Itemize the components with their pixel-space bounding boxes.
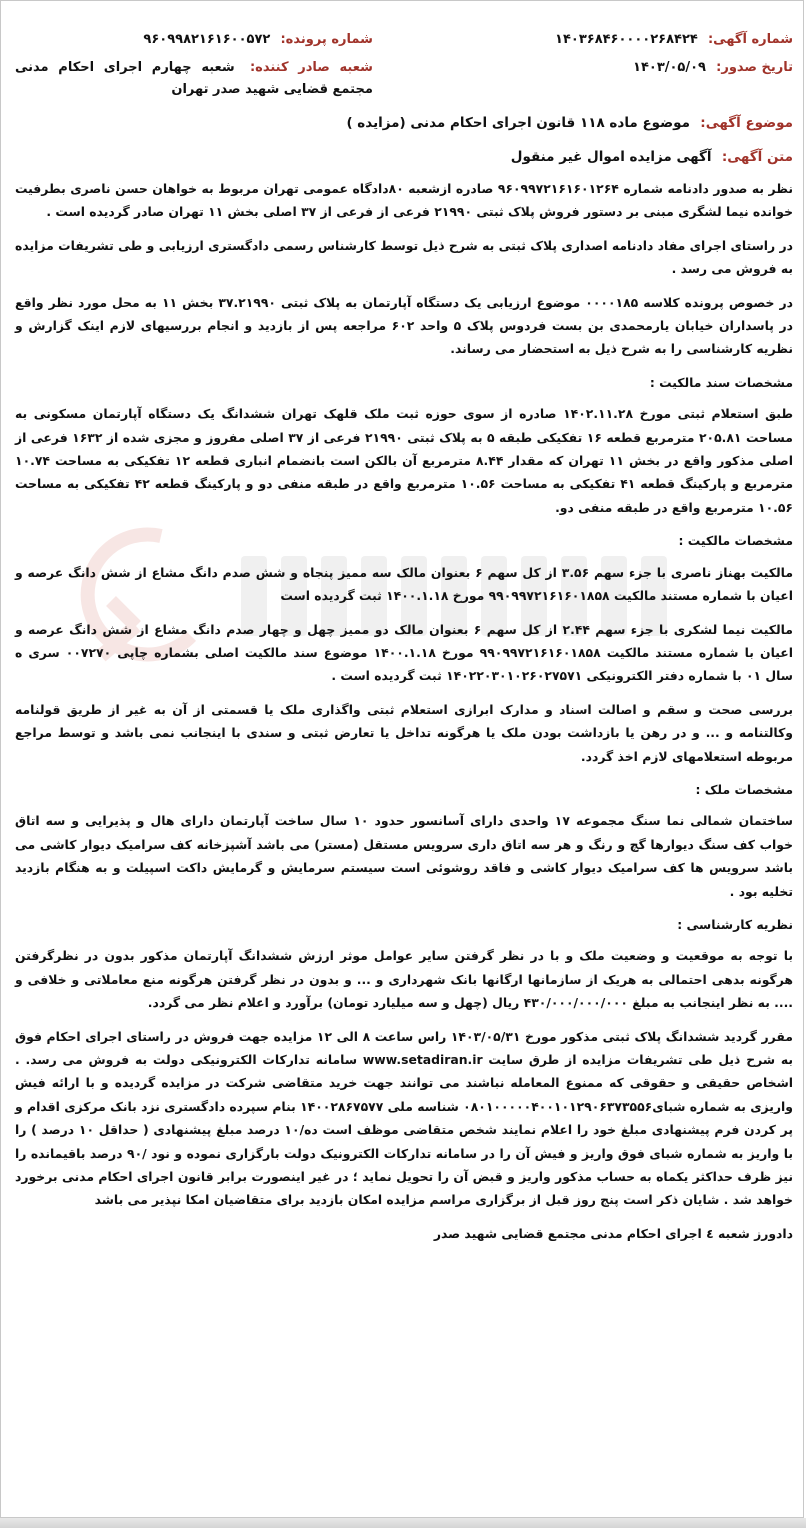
section-title-deed: مشخصات سند مالکیت : bbox=[649, 374, 793, 390]
ad-number-value: ۱۴۰۳۶۸۴۶۰۰۰۰۲۶۸۴۲۴ bbox=[555, 32, 698, 47]
paragraph-owner-2: مالکیت نیما لشکری با جزء سهم ۲.۴۴ از کل سهم ۶ بعنوان مالک دو ممیز چهل و چهار صدم دانگ مشاع از شش دانگ عرصه و اعیان با شماره مستند مالکیت ۹۹۰۹۹۷۲۱۶۱۶۰۱۸۵۸ مورخ ۱۴۰۰.۱.۱۸ موضوع سند مالکیت اصلی بشماره چاپی ۰۰۷۲۷۰ سری ه سال ۰۱ با شماره دفتر الکترونیکی ۱۴۰۲۲۰۳۰۱۰۲۶۰۲۷۵۷۱ ثبت گردیده است . bbox=[15, 621, 793, 684]
ad-text-heading bbox=[15, 145, 793, 169]
ad-number-label: شماره آگهی: bbox=[707, 32, 793, 47]
header-row-1 bbox=[15, 29, 793, 51]
paragraph-verification: بررسی صحت و سقم و اصالت اسناد و مدارک ابرازی استعلام ثبتی واگذاری ملک یا قسمتی از آن به غیر از طریق قولنامه وکالتنامه و ... و در رهن یا بازداشت بودن ملک یا هرگونه تداخل یا تعارض ثبتی و سندی با اینجانب نمی باشد و توسط مراجع مربوطه استعلامهای لازم اخذ گردد. bbox=[15, 701, 793, 764]
paragraph-deed-details: طبق استعلام ثبتی مورخ ۱۴۰۲.۱۱.۲۸ صادره از سوی حوزه ثبت ملک قلهک تهران ششدانگ یک دستگاه آپارتمان مسکونی به مساحت ۲۰۵.۸۱ مترمربع قطعه ۱۶ تفکیکی طبقه ۵ به پلاک ثبتی ۲۱۹۹۰ فرعی از ۳۷ اصلی مفروز و مجزی شده از ۱۶۳۲ فرعی از اصلی مذکور واقع در بخش ۱۱ تهران که مقدار ۸.۴۴ مترمربع آن بالکن است بانضمام انباری قطعه ۱۲ تفکیکی به مساحت ۱۰.۷۴ مترمربع و پارکینگ قطعه ۴۱ تفکیکی به مساحت ۱۰.۵۶ مترمربع واقع در طبقه منفی دو و پارکینگ قطعه ۴۲ تفکیکی به مساحت ۱۰.۵۶ مترمربع واقع در طبقه منفی دو. bbox=[15, 406, 794, 515]
section-expert-opinion: نظریه کارشناسی : bbox=[677, 916, 793, 932]
ad-text-title: آگهی مزایده اموال غیر منقول bbox=[510, 149, 712, 165]
ad-number bbox=[435, 29, 793, 51]
ad-body bbox=[15, 177, 793, 1245]
issuing-branch-value: شعبه چهارم اجرای احکام مدنی مجتمع قضایی شهید صدر تهران bbox=[15, 60, 373, 97]
section-property: مشخصات ملک : bbox=[695, 781, 793, 797]
issue-date-label: تاریخ صدور: bbox=[716, 60, 793, 75]
paragraph-auction-terms: مقرر گردید ششدانگ پلاک ثبتی مذکور مورخ ۱۴۰۳/۰۵/۳۱ راس ساعت ۸ الی ۱۲ مزایده جهت فروش در راستای اجرای احکام فوق به شرح ذیل طی تشریفات مزایده از طرق سایت www.setadiran.ir سامانه تدارکات الکترونیکی دولت به فروش می رسد. . اشخاص حقیقی و حقوقی که ممنوع المعامله نباشند می توانند جهت خرید متقاضی شرکت در مزایده گردیده و با ارائه فیش واریزی به شماره شبای۰۸۰۱۰۰۰۰۰۴۰۰۱۰۱۲۹۰۶۳۷۳۵۵۶ شناسه ملی ۱۴۰۰۲۸۶۷۵۷۷ بنام سپرده دادگستری نزد بانک مرکزی اقدام و پر کردن فرم پیشنهادی مبلغ خود را اعلام نمایند شخص متقاضی موظف است ده/۱۰ درصد مبلغ پیشنهادی ( حداقل ۱۰ درصد ) را با واریز به شماره شبای فوق واریز و فیش آن را در سامانه تدارکات الکترونیک دولت بارگزاری نموده و نود /۹۰ درصد باقیمانده را نیز ظرف حداکثر یکماه به حساب مذکور واریز و قبض آن را تحویل نماید ؛ در غیر اینصورت برابر قانون اجرای احکام مدنی برخورد خواهد شد . شایان ذکر است پنج روز قبل از برگزاری مراسم مزایده امکان بازدید برای متقاضیان امکا نپذیر می باشد bbox=[15, 1028, 794, 1208]
ad-subject-value: موضوع ماده ۱۱۸ قانون اجرای احکام مدنی (مزایده ) bbox=[346, 115, 690, 131]
paragraph-valuation: با توجه به موقعیت و وضعیت ملک و با در نظر گرفتن سایر عوامل موثر ارزش ششدانگ آپارتمان مذکور بدون در نظرگرفتن هرگونه بدهی احتمالی به هریک از سازمانها ارگانها بانک شهرداری و ... و بدون در نظر گرفتن هرگونه منع معاملاتی و خلافی و .... به نظر اینجانب به مبلغ ۴۳۰/۰۰۰/۰۰۰/۰۰۰ ریال (چهل و سه میلیارد تومان) برآورد و اعلام نظر می گردد. bbox=[15, 948, 793, 1011]
paragraph-property-details: ساختمان شمالی نما سنگ مجموعه ۱۷ واحدی دارای آسانسور حدود ۱۰ سال ساخت آپارتمان دارای هال و پذیرایی و سه اتاق خواب کف سنگ دیوارها گچ و رنگ و هر سه اتاق داری سرویس مستقل (مستر) می باشد آشپزخانه کف سرامیک دیوار کاشی می باشد سرویس ها کف سرامیک دیوار کاشی و فاقد روشوئی است سیستم سرمایش و گرمایش داکت اسپیلت و به هنگام بازدید تخلیه بود . bbox=[15, 813, 793, 899]
case-number bbox=[15, 29, 373, 51]
paragraph-case-file: در خصوص پرونده کلاسه ۰۰۰۰۱۸۵ موضوع ارزیابی یک دستگاه آپارتمان به پلاک ثبتی ۳۷.۲۱۹۹۰ بخش ۱۱ به محل مورد نظر واقع در پاسداران خیابان یارمحمدی بن بست فردوس پلاک ۵ واحد ۶۰۲ مراجعه پس از بازدید و انجام بررسیهای لازم اینک گزارش و نظریه کارشناسی را به شرح ذیل به استحضار می رساند. bbox=[15, 294, 794, 357]
bottom-strip bbox=[0, 1518, 806, 1528]
paragraph-owner-1: مالکیت بهناز ناصری با جزء سهم ۳.۵۶ از کل سهم ۶ بعنوان مالک سه ممیز پنجاه و شش صدم دانگ مشاع از شش دانگ عرصه و اعیان با شماره مستند مالکیت ۹۹۰۹۹۷۲۱۶۱۶۰۱۸۵۸ مورخ ۱۴۰۰.۱.۱۸ ثبت گردیده است bbox=[15, 564, 794, 604]
issue-date bbox=[435, 57, 793, 101]
ad-subject-label: موضوع آگهی: bbox=[700, 115, 793, 131]
ad-text-label: متن آگهی: bbox=[721, 149, 793, 165]
paragraph-verdict: نظر به صدور دادنامه شماره ۹۶۰۹۹۷۲۱۶۱۶۰۱۲۶۴ صادره ازشعبه ۸۰دادگاه عمومی تهران مربوط به خواهان حسن ناصری بطرفیت خوانده نیما لشگری مبنی بر دستور فروش پلاک ثبتی ۲۱۹۹۰ فرعی از فرعی از ۳۷ اصلی بخش ۱۱ تهران صادر گردیده است . bbox=[15, 181, 793, 220]
case-number-value: ۹۶۰۹۹۸۲۱۶۱۶۰۰۵۷۲ bbox=[143, 32, 271, 47]
signature-line: دادورز شعبه ٤ اجرای احکام مدنی مجتمع قضایی شهید صدر bbox=[433, 1225, 793, 1241]
issuing-branch-label: شعبه صادر کننده: bbox=[249, 60, 373, 75]
ad-subject bbox=[15, 111, 793, 135]
section-ownership: مشخصات مالکیت : bbox=[678, 533, 793, 549]
paragraph-execution: در راستای اجرای مفاد دادنامه اصداری پلاک ثبتی به شرح ذیل توسط کارشناس رسمی دادگستری ارزیابی و طی تشریفات مزایده به فروش می رسد . bbox=[15, 237, 793, 277]
ad-content bbox=[15, 29, 793, 1255]
header-row-2 bbox=[15, 57, 793, 101]
case-number-label: شماره پرونده: bbox=[280, 32, 373, 47]
issuing-branch bbox=[15, 57, 373, 101]
issue-date-value: ۱۴۰۳/۰۵/۰۹ bbox=[633, 60, 706, 75]
